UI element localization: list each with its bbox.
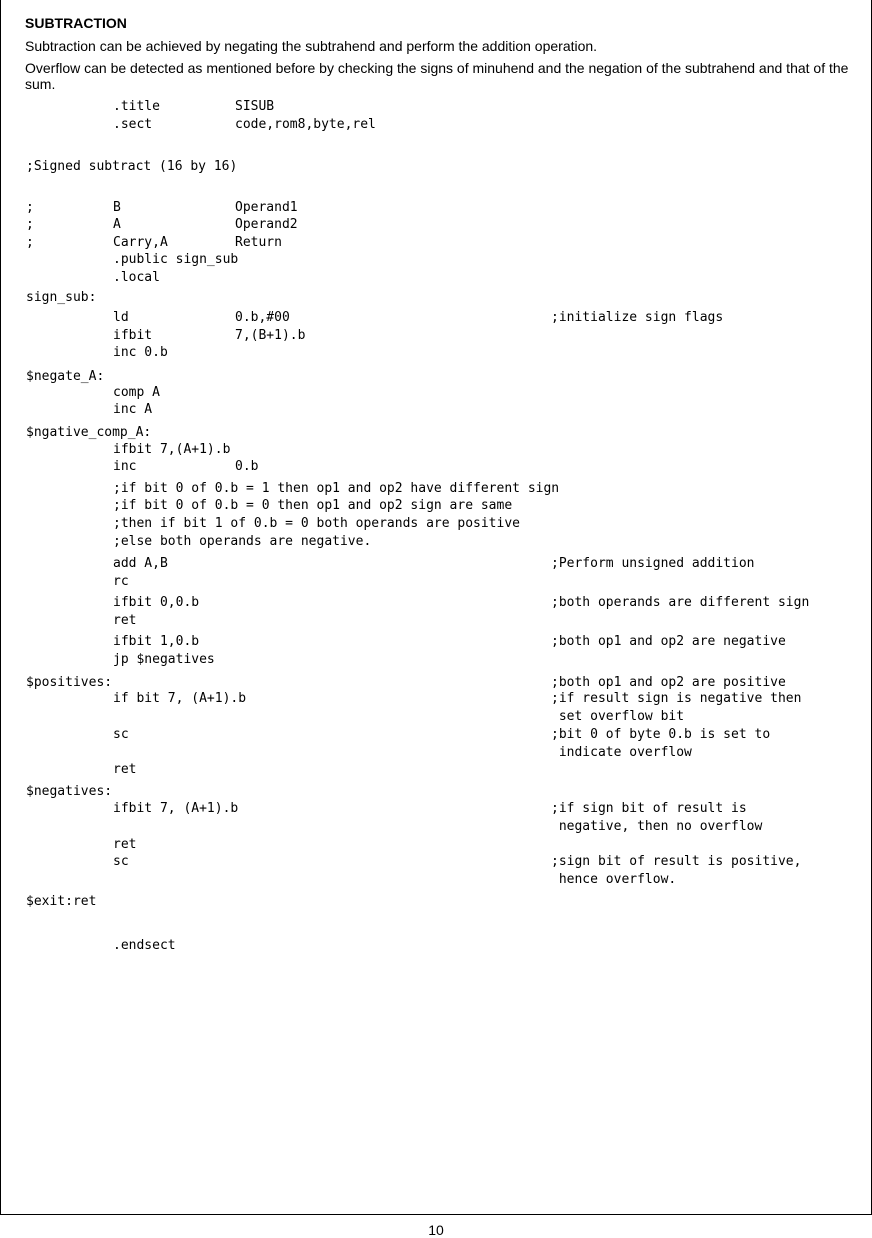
code-comment: ;both op1 and op2 are positive: [551, 675, 786, 690]
code-instruction: .sect: [113, 117, 153, 132]
code-comment: negative, then no overflow: [551, 819, 763, 834]
code-label: ;Signed subtract (16 by 16): [26, 159, 238, 174]
code-line: [0, 310, 872, 326]
code-instruction: comp A: [113, 385, 160, 400]
code-label: ;: [26, 217, 34, 232]
code-operand: 0.b,#00: [235, 310, 290, 325]
code-instruction: rc: [113, 574, 129, 589]
code-instruction: .local: [113, 270, 160, 285]
code-instruction: .public sign_sub: [113, 252, 239, 267]
code-line: [0, 290, 872, 306]
code-line: [0, 534, 872, 550]
code-line: [0, 762, 872, 778]
code-comment: ;if result sign is negative then: [551, 691, 802, 706]
code-line: [0, 385, 872, 401]
code-line: [0, 270, 872, 286]
section-heading: SUBTRACTION: [25, 15, 127, 31]
code-line: [0, 938, 872, 954]
code-comment: ;both operands are different sign: [551, 595, 810, 610]
code-operand: Operand2: [235, 217, 298, 232]
code-line: [0, 159, 872, 175]
code-label: $positives:: [26, 675, 113, 690]
code-comment: ;Perform unsigned addition: [551, 556, 755, 571]
code-line: [0, 784, 872, 800]
code-comment: ;bit 0 of byte 0.b is set to: [551, 727, 771, 742]
code-comment: ;if sign bit of result is: [551, 801, 747, 816]
code-comment: ;initialize sign flags: [551, 310, 724, 325]
code-instruction: ret: [113, 762, 137, 777]
code-instruction: add A,B: [113, 556, 168, 571]
code-instruction: inc: [113, 459, 137, 474]
code-line: [0, 425, 872, 441]
code-line: [0, 634, 872, 650]
code-instruction: ret: [113, 837, 137, 852]
code-line: [0, 727, 872, 743]
code-comment: hence overflow.: [551, 872, 677, 887]
code-instruction: ;if bit 0 of 0.b = 1 then op1 and op2 have different sign: [113, 481, 560, 496]
code-instruction: ;else both operands are negative.: [113, 534, 372, 549]
code-instruction: inc A: [113, 402, 153, 417]
code-label: $ngative_comp_A:: [26, 425, 152, 440]
code-instruction: B: [113, 200, 121, 215]
intro-paragraph: Overflow can be detected as mentioned before by checking the signs of minuhend and the negation of the subtrahend and that of the sum.: [25, 60, 849, 92]
code-operand: code,rom8,byte,rel: [235, 117, 376, 132]
code-line: [0, 854, 872, 870]
code-instruction: A: [113, 217, 121, 232]
code-line: [0, 498, 872, 514]
code-instruction: .endsect: [113, 938, 176, 953]
code-line: [0, 235, 872, 251]
code-instruction: ;then if bit 1 of 0.b = 0 both operands are positive: [113, 516, 520, 531]
code-line: [0, 200, 872, 216]
code-instruction: ;if bit 0 of 0.b = 0 then op1 and op2 sign are same: [113, 498, 513, 513]
code-label: $negate_A:: [26, 369, 105, 384]
code-line: [0, 369, 872, 385]
code-instruction: ifbit 0,0.b: [113, 595, 200, 610]
code-line: [0, 675, 872, 691]
code-line: [0, 481, 872, 497]
code-operand: 0.b: [235, 459, 259, 474]
code-line: [0, 709, 872, 725]
code-line: [0, 442, 872, 458]
code-line: [0, 117, 872, 133]
code-line: [0, 459, 872, 475]
page-number: 10: [428, 1222, 444, 1238]
code-line: [0, 556, 872, 572]
code-instruction: ifbit 7,(A+1).b: [113, 442, 231, 457]
code-operand: Operand1: [235, 200, 298, 215]
code-line: [0, 345, 872, 361]
code-line: [0, 837, 872, 853]
code-instruction: if bit 7, (A+1).b: [113, 691, 247, 706]
intro-paragraph: Subtraction can be achieved by negating the subtrahend and perform the addition operation.: [25, 38, 598, 54]
code-comment: set overflow bit: [551, 709, 685, 724]
code-line: [0, 252, 872, 268]
code-line: [0, 217, 872, 233]
code-line: [0, 328, 872, 344]
code-line: [0, 745, 872, 761]
code-line: [0, 801, 872, 817]
code-operand: 7,(B+1).b: [235, 328, 306, 343]
code-comment: indicate overflow: [551, 745, 692, 760]
code-comment: ;sign bit of result is positive,: [551, 854, 802, 869]
code-line: [0, 516, 872, 532]
code-line: [0, 402, 872, 418]
code-line: [0, 872, 872, 888]
code-instruction: sc: [113, 727, 129, 742]
code-line: [0, 595, 872, 611]
code-instruction: sc: [113, 854, 129, 869]
code-operand: Return: [235, 235, 282, 250]
code-instruction: ifbit: [113, 328, 153, 343]
code-line: [0, 894, 872, 910]
code-label: sign_sub:: [26, 290, 97, 305]
code-instruction: .title: [113, 99, 160, 114]
code-instruction: ld: [113, 310, 129, 325]
code-instruction: ret: [113, 613, 137, 628]
code-line: [0, 819, 872, 835]
code-line: [0, 99, 872, 115]
code-label: $negatives:: [26, 784, 113, 799]
code-line: [0, 574, 872, 590]
code-label: ;: [26, 200, 34, 215]
code-instruction: jp $negatives: [113, 652, 215, 667]
code-line: [0, 691, 872, 707]
code-comment: ;both op1 and op2 are negative: [551, 634, 786, 649]
code-label: $exit:ret: [26, 894, 97, 909]
code-instruction: ifbit 7, (A+1).b: [113, 801, 239, 816]
code-line: [0, 613, 872, 629]
code-label: ;: [26, 235, 34, 250]
code-line: [0, 652, 872, 668]
code-instruction: inc 0.b: [113, 345, 168, 360]
code-operand: SISUB: [235, 99, 275, 114]
code-instruction: Carry,A: [113, 235, 168, 250]
code-instruction: ifbit 1,0.b: [113, 634, 200, 649]
